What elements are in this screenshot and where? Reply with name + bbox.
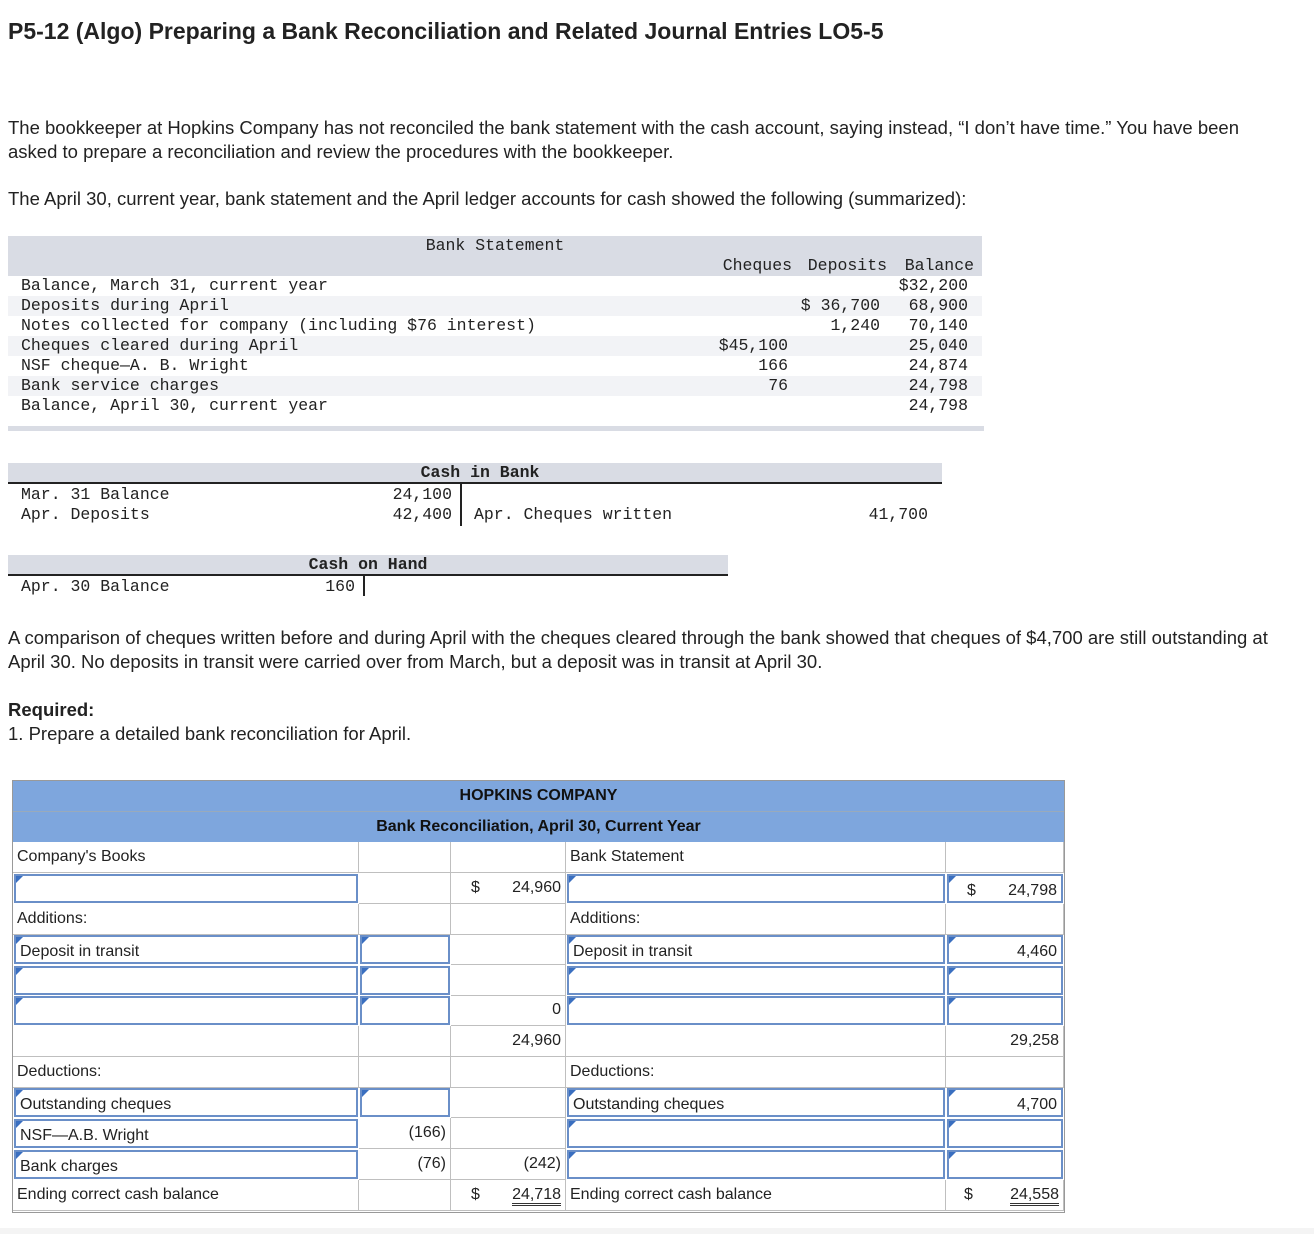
books-balance-amount: 24,960 (512, 879, 561, 896)
books-col2 (451, 1087, 566, 1118)
books-addition-2-amount-input[interactable] (360, 966, 450, 995)
cib-right-amount: 41,700 (868, 505, 928, 524)
books-addition-1-input[interactable]: Deposit in transit (14, 935, 358, 964)
books-deduction-1-input[interactable]: Outstanding cheques (14, 1088, 358, 1117)
books-ending-label: Ending correct cash balance (13, 1180, 359, 1211)
col-cheques: Cheques (722, 256, 792, 275)
bank-row-balance: 68,900 (908, 296, 968, 315)
bank-row-balance: 24,874 (908, 356, 968, 375)
bank-col (946, 842, 1064, 873)
books-col2 (451, 965, 566, 996)
books-additions-total: 0 (451, 995, 566, 1026)
bank-deduction-2-input[interactable] (567, 1119, 945, 1148)
bank-row-cheques: $45,100 (718, 336, 788, 355)
books-balance-label-input[interactable] (14, 874, 358, 903)
books-ending-amount: 24,718 (512, 1186, 561, 1206)
books-balance (451, 873, 566, 904)
bank-row-balance: 24,798 (908, 376, 968, 395)
bank-row-cheques: 76 (768, 376, 788, 395)
books-deduction-2-amount: (166) (359, 1118, 451, 1149)
bank-row-label: Notes collected for company (including $76 interest) (21, 316, 536, 335)
bank-col (946, 904, 1064, 935)
books-col2 (451, 934, 566, 965)
bank-row-label: Deposits during April (21, 296, 229, 315)
dollar-sign: $ (964, 1186, 973, 1203)
recon-subtitle: Bank Reconciliation, April 30, Current Year (13, 811, 1064, 842)
cib-left-label: Apr. Deposits (21, 505, 150, 524)
bank-ending-amount: 24,558 (1010, 1186, 1059, 1206)
bank-row-label: Balance, March 31, current year (21, 276, 328, 295)
bank-deduction-3-input[interactable] (567, 1150, 945, 1179)
books-deductions-total: (242) (451, 1149, 566, 1180)
books-col1 (359, 904, 451, 935)
cash-on-hand-title: Cash on Hand (308, 555, 428, 574)
bank-subtotal: 29,258 (946, 1026, 1064, 1057)
books-col2 (451, 842, 566, 873)
dollar-sign: $ (471, 1186, 480, 1203)
books-col1 (359, 1057, 451, 1088)
books-deduction-3-amount: (76) (359, 1149, 451, 1180)
bank-balance-input[interactable] (947, 874, 1063, 903)
bank-addition-1-amount-input[interactable]: 4,460 (947, 935, 1063, 964)
books-ending-balance (451, 1180, 566, 1211)
cib-left-amount: 42,400 (392, 505, 452, 524)
required-item: 1. Prepare a detailed bank reconciliation for April. (8, 723, 412, 744)
books-subtotal-label (13, 1026, 359, 1057)
cib-left-label: Mar. 31 Balance (21, 485, 170, 504)
books-additions-label: Additions: (13, 904, 359, 935)
bank-row-balance: 25,040 (908, 336, 968, 355)
coh-left-amount: 160 (325, 577, 355, 596)
col-deposits: Deposits (807, 256, 887, 275)
bank-deductions-label: Deductions: (566, 1057, 946, 1088)
bank-row-deposits: $ 36,700 (800, 296, 880, 315)
bank-deduction-3-amount-input[interactable] (947, 1150, 1063, 1179)
bank-deduction-1-input[interactable]: Outstanding cheques (567, 1088, 945, 1117)
bank-row-cheques: 166 (758, 356, 788, 375)
bank-subtotal-label (566, 1026, 946, 1057)
intro-line: The April 30, current year, bank statement and the April ledger accounts for cash showed the following (summarized): (8, 188, 967, 209)
books-col2 (451, 904, 566, 935)
cib-left-amount: 24,100 (392, 485, 452, 504)
books-addition-3-input[interactable] (14, 996, 358, 1025)
bank-statement-title: Bank Statement (425, 236, 565, 255)
bank-addition-1-input[interactable]: Deposit in transit (567, 935, 945, 964)
books-col1 (359, 842, 451, 873)
bank-row-label: NSF cheque—A. B. Wright (21, 356, 249, 375)
bank-balance-label-input[interactable] (567, 874, 945, 903)
col-balance: Balance (904, 256, 974, 275)
page-title: P5-12 (Algo) Preparing a Bank Reconciliation and Related Journal Entries LO5-5 (8, 18, 884, 44)
bank-row-deposits: 1,240 (830, 316, 880, 335)
bank-balance-amount: 24,798 (1008, 882, 1057, 899)
bank-addition-2-amount-input[interactable] (947, 966, 1063, 995)
books-col2 (451, 1118, 566, 1149)
coh-left-label: Apr. 30 Balance (21, 577, 170, 596)
bank-header: Bank Statement (566, 842, 946, 873)
cash-in-bank-title: Cash in Bank (420, 463, 540, 482)
books-deduction-3-input[interactable]: Bank charges (14, 1150, 358, 1179)
bank-row-balance: $32,200 (898, 276, 968, 295)
books-deduction-1-amount-input[interactable] (360, 1088, 450, 1117)
comparison-paragraph: A comparison of cheques written before and during April with the cheques cleared through the bank showed that cheques of $4,700 are still outstanding at April 30. No deposits in transit were carried over from March, but a deposit was in transit at April 30. (8, 627, 1268, 672)
books-subtotal: 24,960 (451, 1026, 566, 1057)
dollar-sign: $ (967, 882, 976, 899)
bank-row-label: Cheques cleared during April (21, 336, 299, 355)
books-addition-3-amount-input[interactable] (360, 996, 450, 1025)
books-col1 (359, 873, 451, 904)
bank-ending-balance (946, 1180, 1064, 1211)
bank-deduction-2-amount-input[interactable] (947, 1119, 1063, 1148)
books-col1 (359, 1180, 451, 1211)
bank-additions-label: Additions: (566, 904, 946, 935)
cib-right-label: Apr. Cheques written (474, 505, 673, 524)
bank-addition-2-input[interactable] (567, 966, 945, 995)
bank-ending-label: Ending correct cash balance (566, 1180, 946, 1211)
dollar-sign: $ (471, 879, 480, 896)
books-addition-2-input[interactable] (14, 966, 358, 995)
required-label: Required: (8, 699, 95, 720)
bank-row-balance: 24,798 (908, 396, 968, 415)
books-addition-1-amount-input[interactable] (360, 935, 450, 964)
bank-row-label: Balance, April 30, current year (21, 396, 328, 415)
bank-row-balance: 70,140 (908, 316, 968, 335)
bank-col (946, 1057, 1064, 1088)
books-col2 (451, 1057, 566, 1088)
reconciliation-table (12, 780, 1065, 1213)
books-deductions-label: Deductions: (13, 1057, 359, 1088)
books-header: Company's Books (13, 842, 359, 873)
bank-addition-3-input[interactable] (567, 996, 945, 1025)
books-col1 (359, 1026, 451, 1057)
bank-addition-3-amount-input[interactable] (947, 996, 1063, 1025)
recon-company: HOPKINS COMPANY (13, 781, 1064, 811)
bottom-divider (0, 1228, 1314, 1234)
bank-row-label: Bank service charges (21, 376, 220, 395)
bank-deduction-1-amount-input[interactable]: 4,700 (947, 1088, 1063, 1117)
intro-paragraph: The bookkeeper at Hopkins Company has not reconciled the bank statement with the cash account, saying instead, “I don’t have time.” You have been asked to prepare a reconciliation and review the procedures with the bookkeeper. (8, 117, 1239, 162)
books-deduction-2-input[interactable]: NSF—A.B. Wright (14, 1119, 358, 1148)
